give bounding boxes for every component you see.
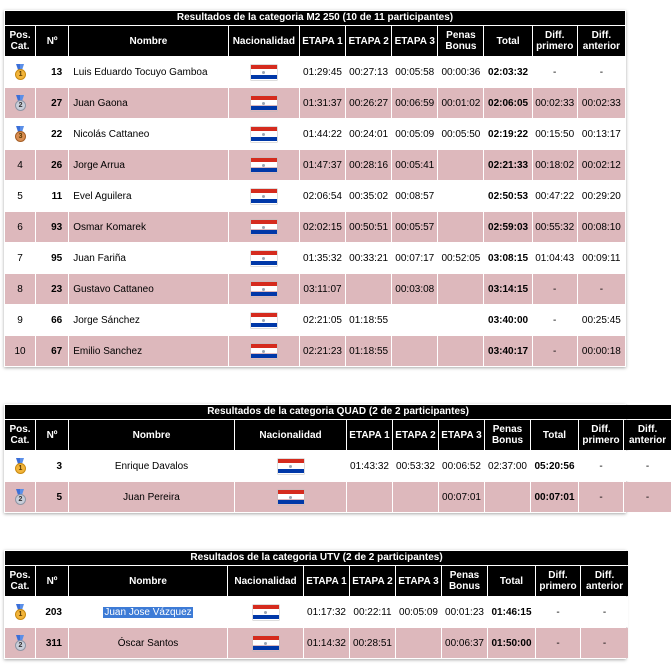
table-row	[5, 336, 625, 366]
bib-number: 93	[36, 212, 68, 242]
total-time: 02:50:53	[484, 181, 531, 211]
column-header-e2: ETAPA 2	[350, 566, 395, 596]
paraguay-flag-icon	[278, 459, 304, 474]
stage-2-time: 00:26:27	[346, 88, 391, 118]
competitor-name-cell	[69, 336, 228, 366]
nationality-cell	[235, 451, 346, 481]
medal-number: 1	[15, 609, 26, 620]
competitor-name-cell	[69, 243, 228, 273]
results-table-utv	[4, 550, 626, 659]
column-header-pos: Pos. Cat.	[5, 26, 35, 56]
column-header-total: Total	[488, 566, 535, 596]
category-title: Resultados de la categoria M2 250 (10 de 11 participantes)	[5, 11, 625, 25]
position-number: 5	[17, 190, 23, 202]
paraguay-flag-icon	[251, 189, 277, 204]
stage-1-time: 01:31:37	[300, 88, 345, 118]
column-header-e1: ETAPA 1	[304, 566, 349, 596]
column-header-e3: ETAPA 3	[396, 566, 441, 596]
competitor-name: Gustavo Cattaneo	[73, 283, 154, 295]
diff-first: -	[533, 274, 577, 304]
diff-previous: 00:00:18	[578, 336, 625, 366]
bib-number: 27	[36, 88, 68, 118]
stage-1-time: 03:11:07	[300, 274, 345, 304]
medal-number: 2	[15, 494, 26, 505]
table-row	[5, 88, 625, 118]
position-cell	[5, 181, 35, 211]
stage-3-time: 00:03:08	[392, 274, 437, 304]
column-header-num: Nº	[36, 26, 68, 56]
results-table-m2-250	[4, 10, 626, 367]
diff-previous: -	[581, 597, 628, 627]
nationality-cell	[228, 597, 303, 627]
stage-1-time: 01:35:32	[300, 243, 345, 273]
bib-number: 22	[36, 119, 68, 149]
paraguay-flag-icon	[253, 636, 279, 651]
bib-number: 3	[36, 451, 68, 481]
position-cell	[5, 150, 35, 180]
category-title: Resultados de la categoria QUAD (2 de 2 participantes)	[5, 405, 671, 419]
column-header-num: Nº	[36, 420, 68, 450]
total-time: 03:14:15	[484, 274, 531, 304]
penalty-bonus	[438, 150, 483, 180]
stage-3-time	[396, 628, 441, 658]
stage-1-time: 01:47:37	[300, 150, 345, 180]
column-header-dp: Diff. primero	[579, 420, 623, 450]
diff-previous: -	[624, 451, 671, 481]
diff-previous: -	[581, 628, 628, 658]
paraguay-flag-icon	[251, 65, 277, 80]
results-table-quad	[4, 404, 667, 513]
column-header-pen: Penas Bonus	[438, 26, 483, 56]
diff-previous: -	[578, 57, 625, 87]
column-header-total: Total	[484, 26, 531, 56]
nationality-cell	[229, 274, 299, 304]
nationality-cell	[229, 119, 299, 149]
paraguay-flag-icon	[253, 605, 279, 620]
stage-2-time: 00:27:13	[346, 57, 391, 87]
position-cell	[5, 597, 35, 627]
diff-first: 00:47:22	[533, 181, 577, 211]
diff-first: -	[536, 628, 580, 658]
table-row	[5, 274, 625, 304]
stage-2-time: 00:33:21	[346, 243, 391, 273]
diff-first: 00:18:02	[533, 150, 577, 180]
bib-number: 95	[36, 243, 68, 273]
table-row	[5, 119, 625, 149]
competitor-name: Evel Aguilera	[73, 190, 132, 202]
nationality-cell	[229, 88, 299, 118]
stage-1-time: 01:29:45	[300, 57, 345, 87]
competitor-name: Juan Pereira	[123, 491, 180, 503]
competitor-name: Osmar Komarek	[73, 221, 146, 233]
position-number: 6	[17, 221, 23, 233]
medal-number: 3	[15, 131, 26, 142]
position-number: 7	[17, 252, 23, 264]
column-header-dp: Diff. primero	[536, 566, 580, 596]
penalty-bonus	[485, 482, 530, 512]
paraguay-flag-icon	[251, 127, 277, 142]
penalty-bonus	[438, 274, 483, 304]
total-time: 03:40:17	[484, 336, 531, 366]
competitor-name-cell	[69, 212, 228, 242]
results-table	[4, 550, 629, 659]
nationality-cell	[228, 628, 303, 658]
table-row	[5, 305, 625, 335]
column-header-e3: ETAPA 3	[392, 26, 437, 56]
bib-number: 66	[36, 305, 68, 335]
penalty-bonus: 00:06:37	[442, 628, 487, 658]
diff-first: -	[533, 57, 577, 87]
total-time: 02:19:22	[484, 119, 531, 149]
table-row	[5, 212, 625, 242]
stage-3-time: 00:05:09	[392, 119, 437, 149]
bib-number: 67	[36, 336, 68, 366]
position-cell	[5, 482, 35, 512]
bib-number: 11	[36, 181, 68, 211]
paraguay-flag-icon	[251, 158, 277, 173]
position-cell	[5, 57, 35, 87]
stage-3-time: 00:05:58	[392, 57, 437, 87]
stage-2-time: 00:28:51	[350, 628, 395, 658]
penalty-bonus: 00:52:05	[438, 243, 483, 273]
column-header-dp: Diff. primero	[533, 26, 577, 56]
nationality-cell	[229, 305, 299, 335]
column-header-total: Total	[531, 420, 578, 450]
gold-medal-icon	[14, 64, 26, 80]
stage-3-time: 00:06:52	[439, 451, 484, 481]
stage-2-time: 00:53:32	[393, 451, 438, 481]
bib-number: 26	[36, 150, 68, 180]
column-header-name: Nombre	[69, 26, 228, 56]
stage-3-time: 00:07:17	[392, 243, 437, 273]
table-row	[5, 150, 625, 180]
paraguay-flag-icon	[251, 251, 277, 266]
stage-1-time: 01:14:32	[304, 628, 349, 658]
total-time: 01:50:00	[488, 628, 535, 658]
competitor-name-cell	[69, 119, 228, 149]
diff-first: 00:02:33	[533, 88, 577, 118]
column-header-nat: Nacionalidad	[229, 26, 299, 56]
nationality-cell	[235, 482, 346, 512]
total-time: 00:07:01	[531, 482, 578, 512]
column-header-nat: Nacionalidad	[228, 566, 303, 596]
bib-number: 311	[36, 628, 68, 658]
nationality-cell	[229, 181, 299, 211]
penalty-bonus	[438, 305, 483, 335]
column-header-e1: ETAPA 1	[347, 420, 392, 450]
medal-number: 2	[15, 100, 26, 111]
column-header-pen: Penas Bonus	[442, 566, 487, 596]
diff-previous: 00:09:11	[578, 243, 625, 273]
stage-2-time: 01:18:55	[346, 305, 391, 335]
stage-1-time: 01:43:32	[347, 451, 392, 481]
total-time: 02:59:03	[484, 212, 531, 242]
competitor-name-cell	[69, 451, 234, 481]
paraguay-flag-icon	[251, 220, 277, 235]
diff-first: 01:04:43	[533, 243, 577, 273]
silver-medal-icon	[14, 635, 26, 651]
competitor-name-cell	[69, 274, 228, 304]
stage-2-time: 01:18:55	[346, 336, 391, 366]
competitor-name: Juan Gaona	[73, 97, 128, 109]
diff-previous: 00:02:33	[578, 88, 625, 118]
results-table	[4, 10, 626, 367]
competitor-name-cell	[69, 482, 234, 512]
category-title: Resultados de la categoria UTV (2 de 2 participantes)	[5, 551, 628, 565]
diff-first: -	[536, 597, 580, 627]
stage-1-time: 01:44:22	[300, 119, 345, 149]
results-table	[4, 404, 672, 513]
column-header-num: Nº	[36, 566, 68, 596]
silver-medal-icon	[14, 489, 26, 505]
stage-1-time: 02:21:23	[300, 336, 345, 366]
nationality-cell	[229, 212, 299, 242]
stage-1-time	[347, 482, 392, 512]
stage-1-time: 01:17:32	[304, 597, 349, 627]
total-time: 03:40:00	[484, 305, 531, 335]
diff-first: 00:15:50	[533, 119, 577, 149]
diff-previous: 00:08:10	[578, 212, 625, 242]
competitor-name: Jorge Sánchez	[73, 314, 140, 326]
total-time: 03:08:15	[484, 243, 531, 273]
stage-3-time: 00:05:41	[392, 150, 437, 180]
column-header-e2: ETAPA 2	[346, 26, 391, 56]
header-row	[5, 420, 671, 450]
position-cell	[5, 274, 35, 304]
stage-3-time: 00:06:59	[392, 88, 437, 118]
stage-2-time	[346, 274, 391, 304]
table-row	[5, 243, 625, 273]
diff-previous: 00:29:20	[578, 181, 625, 211]
competitor-name: Luis Eduardo Tocuyo Gamboa	[73, 66, 208, 78]
position-cell	[5, 451, 35, 481]
stage-3-time	[392, 336, 437, 366]
competitor-name: Emilio Sanchez	[73, 345, 143, 357]
column-header-e2: ETAPA 2	[393, 420, 438, 450]
penalty-bonus: 00:05:50	[438, 119, 483, 149]
bib-number: 13	[36, 57, 68, 87]
position-number: 8	[17, 283, 23, 295]
nationality-cell	[229, 336, 299, 366]
header-row	[5, 26, 625, 56]
stage-2-time: 00:50:51	[346, 212, 391, 242]
penalty-bonus	[438, 212, 483, 242]
position-cell	[5, 243, 35, 273]
diff-previous: -	[624, 482, 671, 512]
stage-3-time: 00:05:09	[396, 597, 441, 627]
penalty-bonus: 02:37:00	[485, 451, 530, 481]
position-cell	[5, 305, 35, 335]
table-row	[5, 181, 625, 211]
diff-previous: 00:25:45	[578, 305, 625, 335]
total-time: 02:03:32	[484, 57, 531, 87]
gold-medal-icon	[14, 604, 26, 620]
nationality-cell	[229, 243, 299, 273]
position-cell	[5, 336, 35, 366]
diff-first: -	[533, 305, 577, 335]
penalty-bonus: 00:00:36	[438, 57, 483, 87]
competitor-name-cell	[69, 150, 228, 180]
competitor-name-cell	[69, 597, 227, 627]
stage-2-time: 00:22:11	[350, 597, 395, 627]
stage-1-time: 02:02:15	[300, 212, 345, 242]
bronze-medal-icon	[14, 126, 26, 142]
stage-3-time	[392, 305, 437, 335]
medal-number: 1	[15, 69, 26, 80]
diff-previous: -	[578, 274, 625, 304]
stage-2-time: 00:28:16	[346, 150, 391, 180]
table-row	[5, 482, 671, 512]
penalty-bonus	[438, 181, 483, 211]
gold-medal-icon	[14, 458, 26, 474]
column-header-da: Diff. anterior	[624, 420, 671, 450]
column-header-e1: ETAPA 1	[300, 26, 345, 56]
total-time: 01:46:15	[488, 597, 535, 627]
stage-3-time: 00:08:57	[392, 181, 437, 211]
column-header-pen: Penas Bonus	[485, 420, 530, 450]
position-cell	[5, 628, 35, 658]
silver-medal-icon	[14, 95, 26, 111]
table-row	[5, 451, 671, 481]
penalty-bonus: 00:01:02	[438, 88, 483, 118]
column-header-name: Nombre	[69, 566, 227, 596]
total-time: 02:06:05	[484, 88, 531, 118]
stage-2-time: 00:35:02	[346, 181, 391, 211]
competitor-name-cell	[69, 305, 228, 335]
diff-first: -	[533, 336, 577, 366]
column-header-da: Diff. anterior	[578, 26, 625, 56]
diff-first: -	[579, 482, 623, 512]
paraguay-flag-icon	[251, 313, 277, 328]
column-header-da: Diff. anterior	[581, 566, 628, 596]
column-header-pos: Pos. Cat.	[5, 566, 35, 596]
position-cell	[5, 119, 35, 149]
column-header-pos: Pos. Cat.	[5, 420, 35, 450]
column-header-e3: ETAPA 3	[439, 420, 484, 450]
stage-2-time: 00:24:01	[346, 119, 391, 149]
column-header-nat: Nacionalidad	[235, 420, 346, 450]
table-row	[5, 597, 628, 627]
nationality-cell	[229, 57, 299, 87]
competitor-name-cell	[69, 628, 227, 658]
competitor-name: Óscar Santos	[117, 637, 179, 649]
bib-number: 203	[36, 597, 68, 627]
competitor-name-cell	[69, 181, 228, 211]
medal-number: 1	[15, 463, 26, 474]
total-time: 05:20:56	[531, 451, 578, 481]
position-cell	[5, 88, 35, 118]
bib-number: 23	[36, 274, 68, 304]
total-time: 02:21:33	[484, 150, 531, 180]
stage-1-time: 02:21:05	[300, 305, 345, 335]
position-cell	[5, 212, 35, 242]
nationality-cell	[229, 150, 299, 180]
paraguay-flag-icon	[251, 96, 277, 111]
competitor-name: Juan Fariña	[73, 252, 126, 264]
diff-first: 00:55:32	[533, 212, 577, 242]
competitor-name-cell	[69, 57, 228, 87]
paraguay-flag-icon	[251, 344, 277, 359]
table-row	[5, 57, 625, 87]
competitor-name: Nicolás Cattaneo	[73, 128, 150, 140]
competitor-name: Juan Jose Vázquez	[104, 606, 192, 618]
stage-2-time	[393, 482, 438, 512]
medal-number: 2	[15, 640, 26, 651]
paraguay-flag-icon	[278, 490, 304, 505]
diff-previous: 00:13:17	[578, 119, 625, 149]
penalty-bonus	[438, 336, 483, 366]
diff-previous: 00:02:12	[578, 150, 625, 180]
competitor-name: Enrique Davalos	[114, 460, 189, 472]
competitor-name: Jorge Arrua	[73, 159, 125, 171]
paraguay-flag-icon	[251, 282, 277, 297]
position-number: 9	[17, 314, 23, 326]
position-number: 4	[17, 159, 23, 171]
penalty-bonus: 00:01:23	[442, 597, 487, 627]
diff-first: -	[579, 451, 623, 481]
bib-number: 5	[36, 482, 68, 512]
header-row	[5, 566, 628, 596]
stage-3-time: 00:07:01	[439, 482, 484, 512]
stage-1-time: 02:06:54	[300, 181, 345, 211]
table-row	[5, 628, 628, 658]
column-header-name: Nombre	[69, 420, 234, 450]
position-number: 10	[14, 345, 26, 357]
stage-3-time: 00:05:57	[392, 212, 437, 242]
competitor-name-cell	[69, 88, 228, 118]
